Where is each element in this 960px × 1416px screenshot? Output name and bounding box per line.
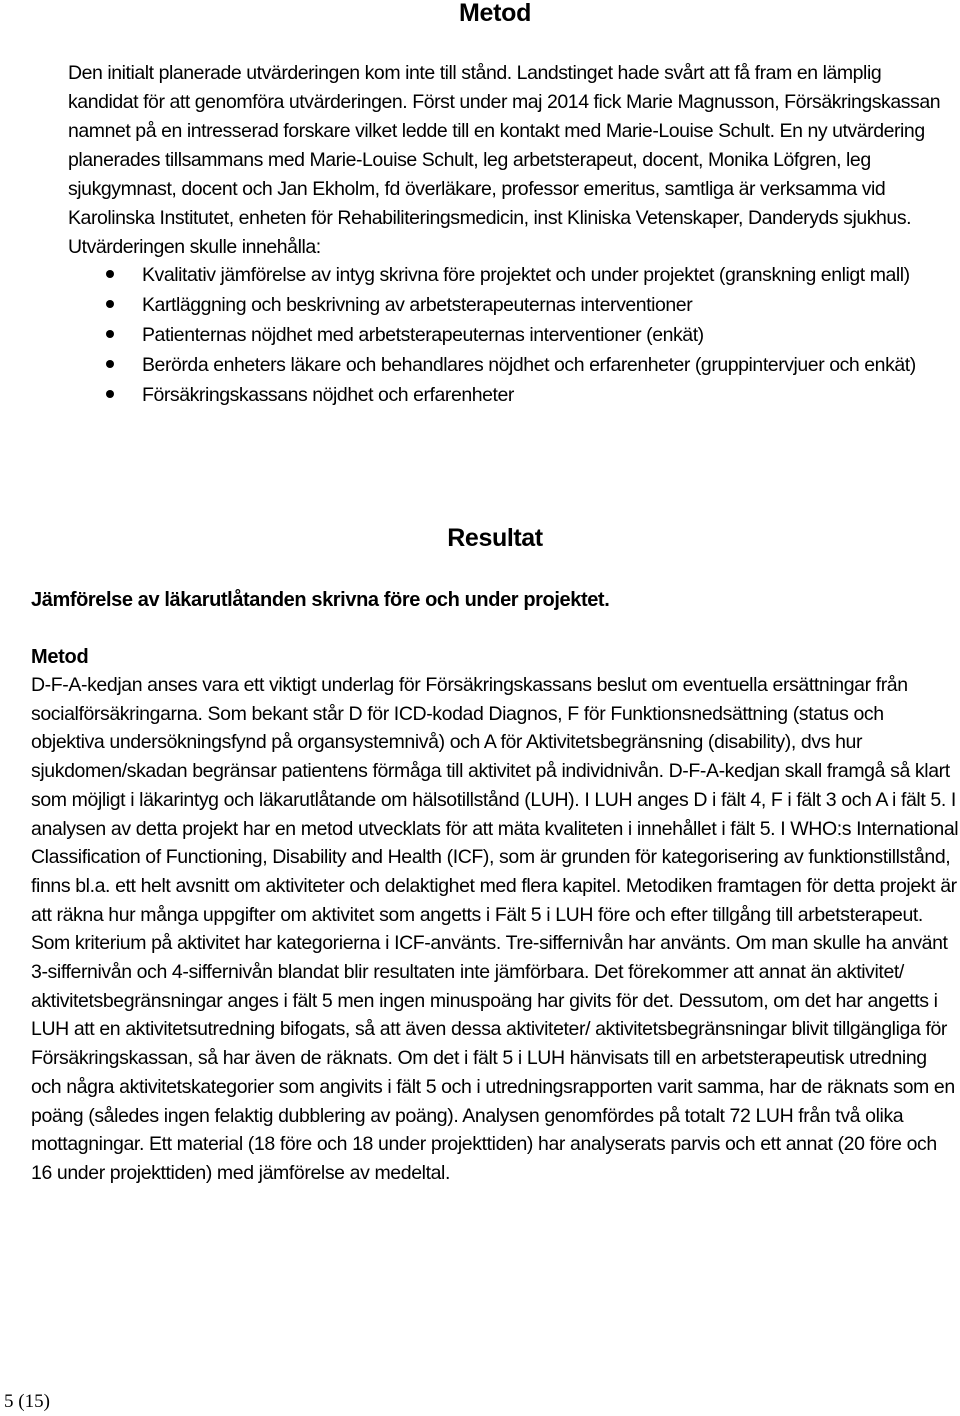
bullet-text: Berörda enheters läkare och behandlares nöjdhet och erfarenheter (gruppintervjuer och enkät) <box>142 354 916 376</box>
bullet-icon <box>106 390 114 398</box>
bullet-text: Kartläggning och beskrivning av arbetsterapeuternas interventioner <box>142 294 693 316</box>
section-heading-resultat: Resultat <box>447 524 543 552</box>
bullet-item <box>68 291 952 320</box>
bullet-item <box>68 381 952 410</box>
bullet-icon <box>106 300 114 308</box>
bullet-text: Försäkringskassans nöjdhet och erfarenheter <box>142 384 514 406</box>
bullet-text: Kvalitativ jämförelse av intyg skrivna före projektet och under projektet (granskning enligt mall) <box>142 264 910 286</box>
bullet-item <box>68 261 952 290</box>
bullet-icon <box>106 330 114 338</box>
method-paragraph: D-F-A-kedjan anses vara ett viktigt underlag för Försäkringskassans beslut om eventuella ersättningar från socialförsäkringarna. Som bekant står D för ICD-kodad Diagnos, F för Funktionsnedsättning (status och objektiva undersökningsfynd på organsystemnivå) och A för Aktivitetsbegränsning (disability), dvs hur sjukdomen/skadan begränsar patientens förmåga till aktivitet på individnivån. D-F-A-kedjan skall framgå så klart som möjligt i läkarintyg och läkarutlåtande om hälsotillstånd (LUH). I LUH anges D i fält 4, F i fält 3 och A i fält 5. I analysen av detta projekt har en metod utvecklats för att mäta kvaliteten i innehållet i fält 5. I WHO:s International Classification of Functioning, Disability and Health (ICF), som är grunden för kategorisering av funktionstillstånd, finns bl.a. ett helt avsnitt om aktiviteter och delaktighet med flera kapitel. Metodiken framtagen för detta projekt är att räkna hur många uppgifter om aktivitet som angetts i Fält 5 i LUH före och efter tillgång till arbetsterapeut. Som kriterium på aktivitet har kategorierna i ICF-använts. Tre-siffernivån har använts. Om man skulle ha använt 3-siffernivån och 4-siffernivån blandat blir resultaten inte jämförbara. Det förekommer att annat än aktivitet/ aktivitetsbegränsningar anges i fält 5 men ingen minuspoäng har givits för det. Dessutom, om det har angetts i LUH att en aktivitetsutredning bifogats, så att även dessa aktiviteter/ aktivitetsbegränsningar blivit tillgängliga för Försäkringskassan, så har även de räknats. Om det i fält 5 i LUH hänvisats till en arbetsterapeutisk utredning och några aktivitetskategorier som angivits i fält 5 och i utredningsrapporten varit samma, har de räknats som en poäng (således ingen felaktig dubblering av poäng). Analysen genomfördes på totalt 72 LUH från två olika mottagningar. Ett material (18 före och 18 under projekttiden) har analyserats parvis och ett annat (20 före och 16 under projekttiden) med jämförelse av medeltal. <box>31 674 959 1184</box>
evaluation-bullet-list <box>68 261 952 411</box>
bullet-text: Patienternas nöjdhet med arbetsterapeuternas interventioner (enkät) <box>142 324 704 346</box>
bullet-icon <box>106 270 114 278</box>
bullet-icon <box>106 360 114 368</box>
subheading-comparison: Jämförelse av läkarutlåtanden skrivna före och under projektet. <box>31 589 610 611</box>
intro-paragraph: Den initialt planerade utvärderingen kom inte till stånd. Landstinget hade svårt att få fram en lämplig kandidat för att genomföra utvärderingen. Först under maj 2014 fick Marie Magnusson, Försäkringskassan namnet på en intresserad forskare vilket ledde till en kontakt med Marie-Louise Schult. En ny utvärdering planerades tillsammans med Marie-Louise Schult, leg arbetsterapeut, docent, Monika Löfgren, leg sjukgymnast, docent och Jan Ekholm, fd överläkare, professor emeritus, samtliga är verksamma vid Karolinska Institutet, enheten för Rehabiliteringsmedicin, inst Kliniska Vetenskaper, Danderyds sjukhus. Utvärderingen skulle innehålla: <box>68 62 941 258</box>
page-number: 5 (15) <box>4 1391 50 1412</box>
section-heading-metod: Metod <box>458 0 532 27</box>
method-label: Metod <box>31 646 89 668</box>
bullet-item <box>68 321 952 350</box>
bullet-item <box>68 351 952 380</box>
